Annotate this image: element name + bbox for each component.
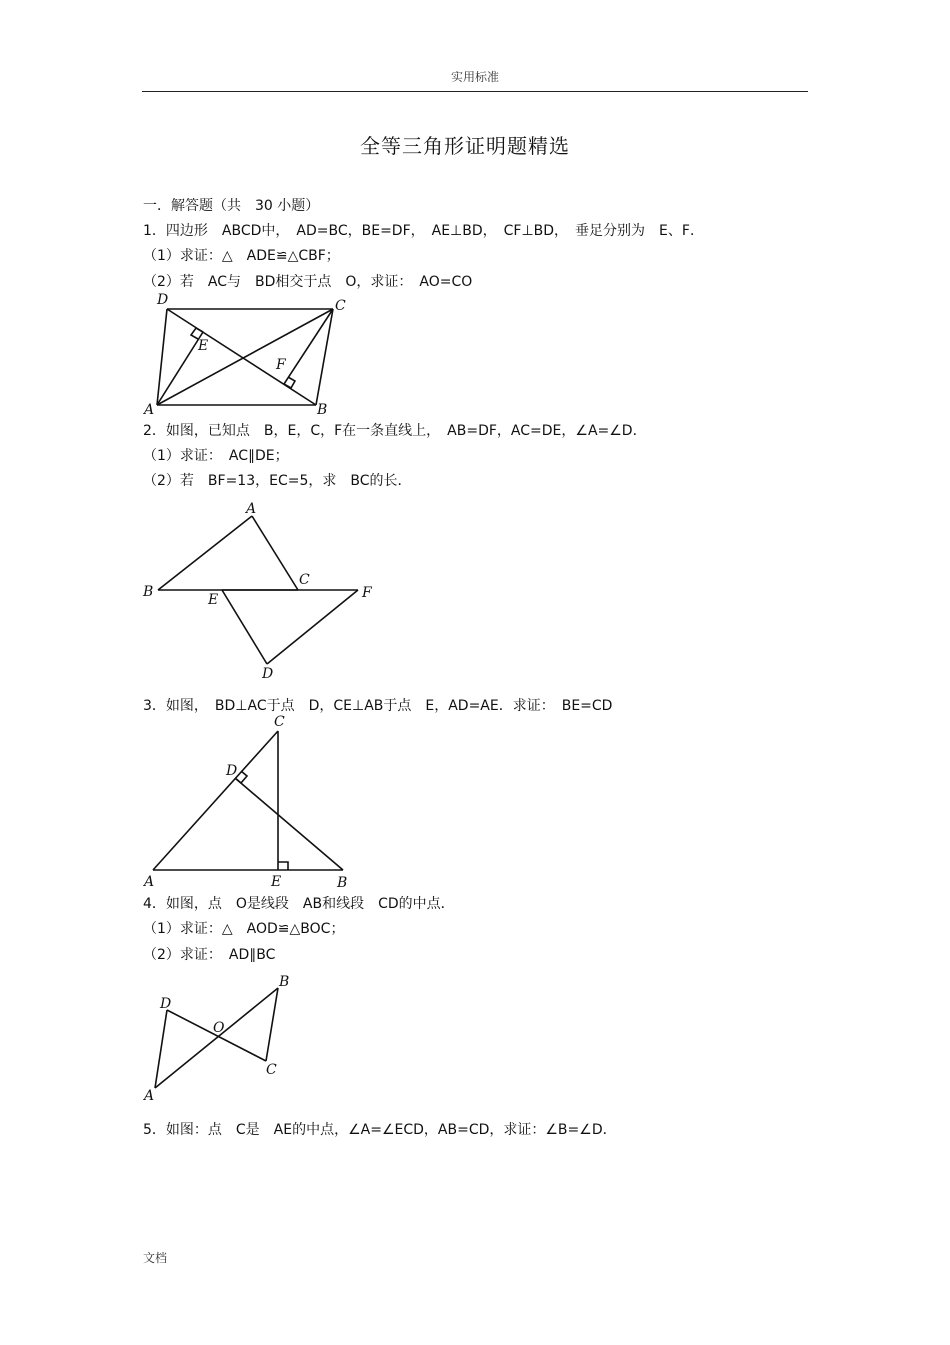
page-header: 实用标准: [450, 70, 499, 84]
problem-1-part-2: （2）若 AC与 BD相交于点 O，求证： AO=CO: [143, 274, 473, 290]
page-title: 全等三角形证明题精选: [360, 134, 570, 158]
fig2-label-c: C: [299, 572, 310, 588]
problem-3-figure: [140, 712, 370, 892]
fig3-side-ac: [153, 731, 278, 870]
fig2-side-ed: [222, 590, 267, 664]
header-divider: [142, 91, 808, 92]
problem-1-figure: [140, 290, 360, 420]
problem-1-part-1: （1）求证：△ ADE≌△CBF；: [143, 248, 340, 264]
problem-5-stem: 5．如图：点 C是 AE的中点，∠A=∠ECD，AB=CD，求证：∠B=∠D．: [143, 1122, 617, 1138]
fig4-side-da: [155, 1010, 167, 1088]
fig3-right-angle-e: [278, 862, 288, 870]
fig4-label-d: D: [160, 996, 172, 1012]
fig4-label-o: O: [213, 1020, 225, 1036]
problem-4-stem: 4．如图，点 O是线段 AB和线段 CD的中点．: [143, 896, 455, 912]
fig2-label-b: B: [143, 584, 154, 600]
fig1-diagonal-db: [167, 309, 316, 405]
fig1-label-f: F: [276, 357, 286, 373]
fig1-label-d: D: [157, 292, 169, 308]
fig2-side-df: [267, 590, 358, 664]
fig2-label-f: F: [362, 585, 372, 601]
fig3-label-e: E: [271, 874, 282, 890]
page-footer: 文档: [143, 1251, 168, 1265]
fig2-label-a: A: [246, 501, 257, 517]
problem-4-part-1: （1）求证：△ AOD≌△BOC；: [143, 921, 345, 937]
problem-4-part-2: （2）求证： AD∥BC: [143, 947, 276, 963]
fig2-label-d: D: [262, 666, 274, 682]
fig2-side-ba: [158, 516, 252, 590]
problem-3-stem: 3．如图， BD⊥AC于点 D，CE⊥AB于点 E，AD=AE．求证： BE=CD: [143, 698, 613, 714]
problem-1-stem: 1．四边形 ABCD中， AD=BC，BE=DF， AE⊥BD， CF⊥BD， 垂足分别为 E、F．: [143, 223, 704, 239]
fig3-label-d: D: [226, 763, 238, 779]
problem-2-part-1: （1）求证： AC∥DE；: [143, 448, 289, 464]
fig3-label-a: A: [144, 874, 155, 890]
problem-2-part-2: （2）若 BF=13，EC=5，求 BC的长．: [143, 473, 412, 489]
fig1-diagonal-ac: [157, 309, 333, 405]
fig2-label-e: E: [208, 592, 219, 608]
fig1-label-b: B: [317, 402, 328, 418]
section-heading: 一．解答题（共 30 小题）: [143, 198, 320, 214]
problem-2-stem: 2．如图，已知点 B，E，C，F在一条直线上， AB=DF，AC=DE，∠A=∠D．: [143, 423, 647, 439]
fig3-label-b: B: [337, 875, 348, 891]
fig4-segment-ab: [155, 988, 278, 1088]
fig4-side-bc: [266, 988, 278, 1061]
fig4-label-a: A: [144, 1088, 155, 1104]
fig3-segment-db: [235, 778, 343, 870]
problem-2-figure: [140, 498, 380, 688]
problem-4-figure: [140, 970, 300, 1105]
fig1-label-e: E: [198, 338, 209, 354]
fig1-label-c: C: [335, 298, 346, 314]
fig4-label-b: B: [279, 974, 290, 990]
fig1-label-a: A: [144, 402, 155, 418]
fig4-label-c: C: [266, 1062, 277, 1078]
fig3-label-c: C: [274, 714, 285, 730]
fig2-side-ac: [252, 516, 298, 590]
